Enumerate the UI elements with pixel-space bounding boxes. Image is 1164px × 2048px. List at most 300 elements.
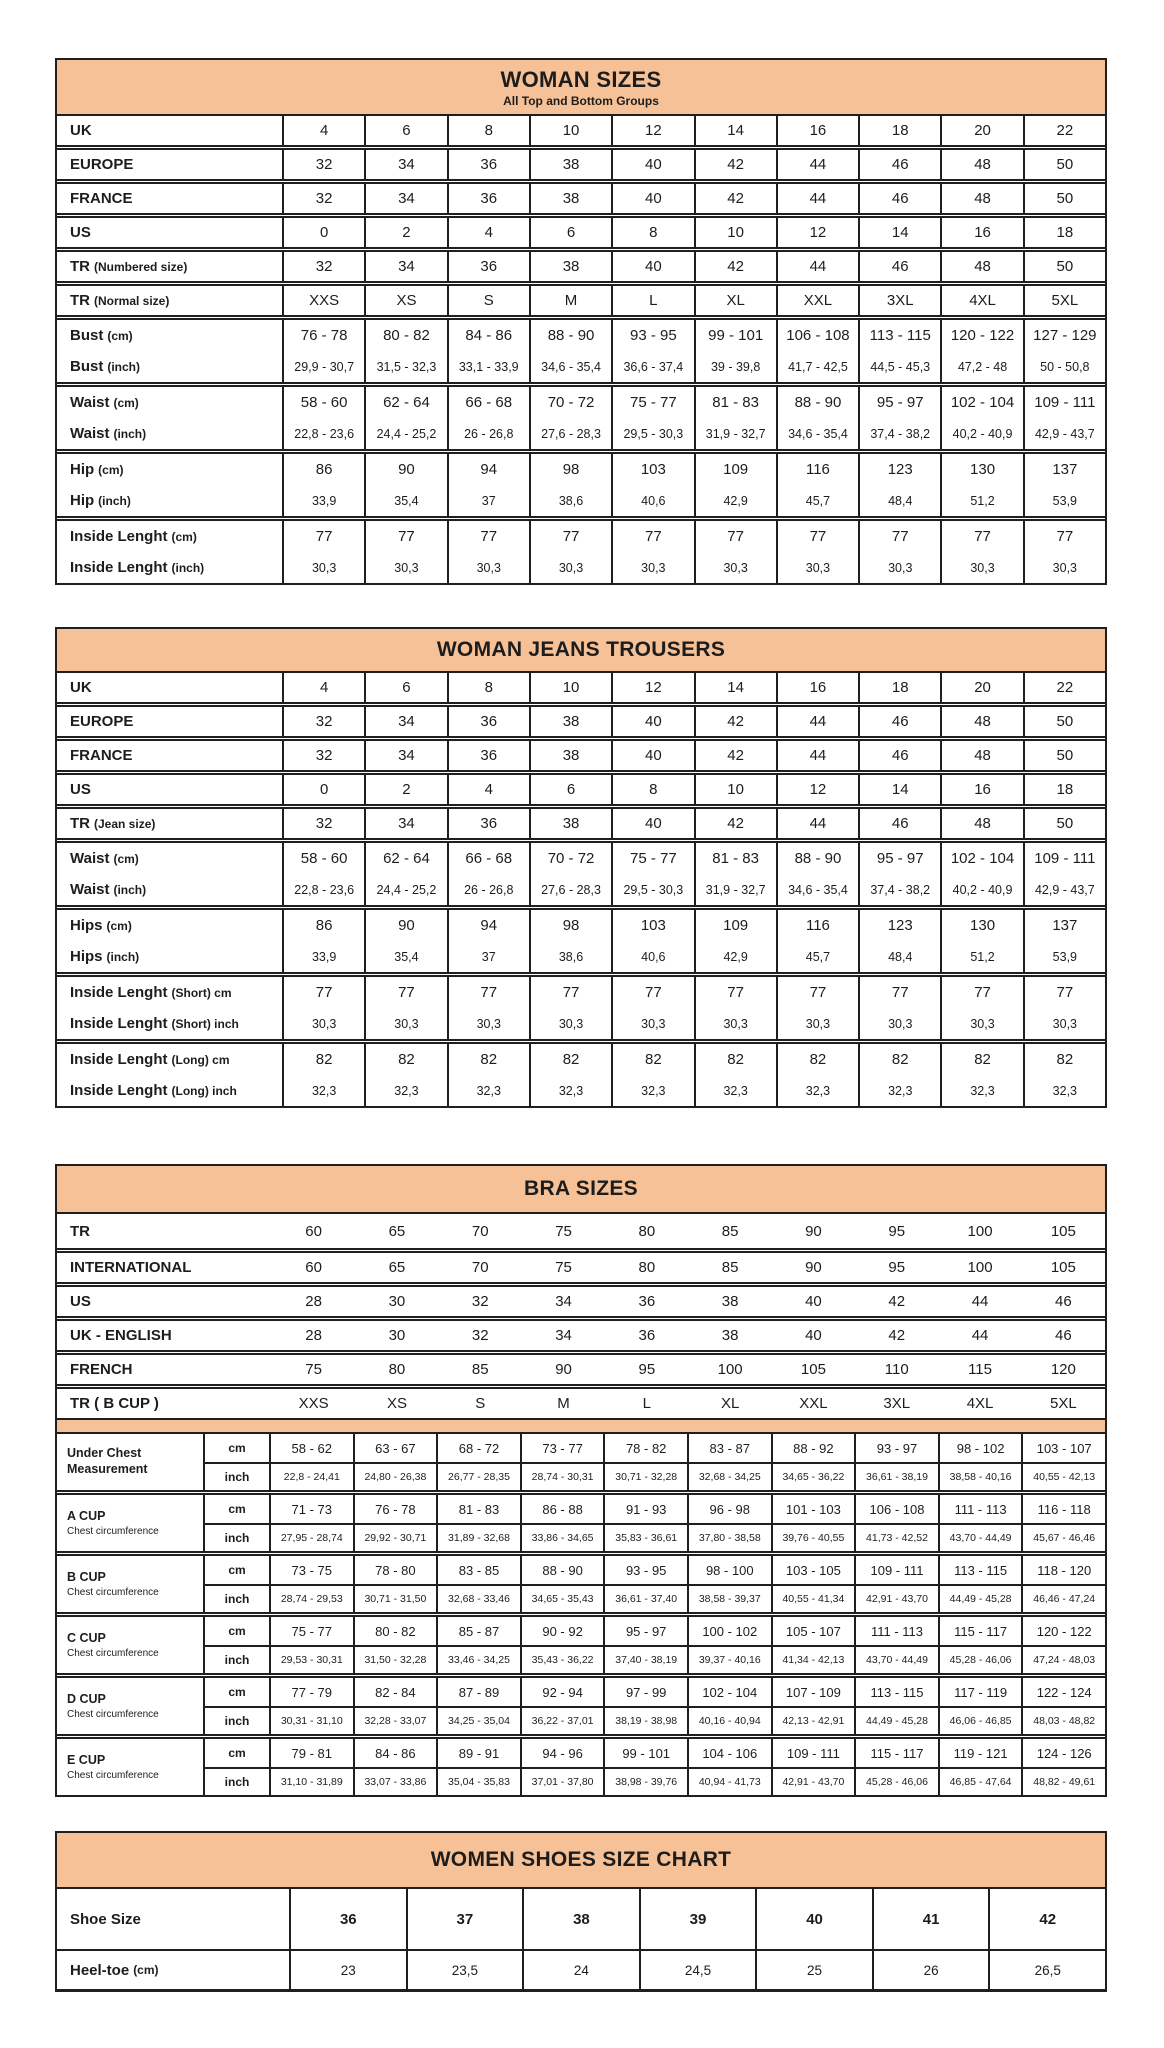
cell-value: 45,7 [776,485,858,516]
cell-value: 77 [529,521,611,552]
cell-value: 34,6 - 35,4 [776,418,858,449]
cell-value: 28,74 - 29,53 [269,1584,353,1612]
cell-value: 44 [776,809,858,838]
cell-value: 38,58 - 40,16 [938,1462,1022,1490]
cell-value: 60 [305,1222,322,1240]
cell-value: 79 - 81 [269,1739,353,1767]
cup-label [57,1617,203,1673]
cell-value: 86 [282,454,364,485]
women-shoes-table [55,1831,1107,1992]
woman-sizes-rows [57,116,1105,583]
cell-value: 38 [529,707,611,736]
cell-value: 63 - 67 [353,1434,437,1462]
cell-value: 93 - 97 [854,1434,938,1462]
cell-value: 122 - 124 [1021,1678,1105,1706]
cell-value: 58 - 60 [282,843,364,874]
cell-value: 90 [805,1222,822,1240]
cell-value: 113 - 115 [938,1556,1022,1584]
cell-value: 40,2 - 40,9 [940,874,1022,905]
cell-value: 34 [364,741,446,770]
row-label: US [70,1293,91,1310]
cell-value: 45,28 - 46,06 [938,1645,1022,1673]
cup-label [57,1739,203,1795]
cell-value: 28 [305,1327,322,1344]
cell-value: 99 - 101 [603,1739,687,1767]
cell-value: 92 - 94 [520,1678,604,1706]
cell-value: 34,65 - 35,43 [520,1584,604,1612]
cell-value: 44,49 - 45,28 [938,1584,1022,1612]
cell-value: 70 [471,1222,489,1240]
cell-value: 100 [967,1222,993,1240]
cell-value: 80 [388,1361,406,1378]
row-label: Heel-toe (cm) [70,1961,159,1979]
cell-value: S [475,1395,486,1412]
cell-value: 44 [776,707,858,736]
cell-value: 24,4 - 25,2 [364,418,446,449]
cell-value: 12 [611,673,693,702]
row-group [57,315,1105,382]
cell-value: 33,1 - 33,9 [447,351,529,382]
cell-value: 40,55 - 41,34 [771,1584,855,1612]
cell-value: 107 - 109 [771,1678,855,1706]
cell-value: 30,3 [282,1008,364,1039]
cell-value: 48 [940,741,1022,770]
row-label: US [70,224,91,241]
cell-value: 119 - 121 [938,1739,1022,1767]
bra-conversion-row [57,1282,1105,1316]
row-label: UK - ENGLISH [70,1327,172,1344]
cell-value: 36 [289,1889,406,1949]
table-row [57,1044,1105,1075]
cell-value: 58 - 60 [282,387,364,418]
cell-value: 95 - 97 [858,843,940,874]
cell-value: XS [386,1395,407,1412]
row-label: Hip (cm) [70,461,124,478]
cell-value: 30,3 [447,1008,529,1039]
cell-value: 30,3 [282,552,364,583]
row-label: Inside Lenght (inch) [70,559,205,576]
cell-value: XL [720,1395,740,1412]
row-group [57,382,1105,449]
cell-value: 88 - 90 [520,1556,604,1584]
cell-value: 124 - 126 [1021,1739,1105,1767]
cell-value: 106 - 108 [776,320,858,351]
row-label: TR [70,1222,90,1240]
cell-value: 10 [694,218,776,247]
cell-value: 14 [858,218,940,247]
cell-value: 103 - 105 [771,1556,855,1584]
cell-value: 6 [529,775,611,804]
cell-value: 95 [888,1222,906,1240]
cell-value: 96 - 98 [687,1495,771,1523]
row-label-detail: (Short) inch [171,1016,239,1031]
cell-value: 46 [858,252,940,281]
row-group [57,905,1105,972]
row-label-detail: (inch) [107,359,141,374]
cell-value: 118 - 120 [1021,1556,1105,1584]
cell-value: 80 [638,1259,656,1276]
cell-value: 14 [694,116,776,145]
row-label: Inside Lenght (cm) [70,528,197,545]
row-label: EUROPE [70,156,134,173]
cell-value: 22,8 - 24,41 [269,1462,353,1490]
cell-value: 48,4 [858,485,940,516]
cell-value: 37 [447,941,529,972]
cell-value: 36 [447,184,529,213]
cell-value: 82 [776,1044,858,1075]
unit-label: cm [203,1556,269,1584]
table-row [57,320,1105,351]
cell-value: 95 - 97 [858,387,940,418]
cup-subtitle: Chest circumference [67,1586,159,1598]
cell-value: 47,24 - 48,03 [1021,1645,1105,1673]
cell-value: 88 - 90 [776,387,858,418]
row-label-detail: (Long) cm [171,1052,230,1067]
row-group [57,145,1105,179]
cell-value: XXL [799,1395,828,1412]
table-row [57,707,1105,736]
cell-value: 78 - 82 [603,1434,687,1462]
cell-value: 32 [282,707,364,736]
cell-value: 77 [1023,977,1105,1008]
cell-value: 32,3 [529,1075,611,1106]
cell-value: 42,9 - 43,7 [1023,418,1105,449]
cell-value: 93 - 95 [603,1556,687,1584]
cell-value: 30,3 [776,1008,858,1039]
row-group [57,770,1105,804]
cell-value: 34 [364,809,446,838]
cell-value: 43,70 - 44,49 [938,1523,1022,1551]
row-label-detail: (Long) inch [171,1083,237,1098]
cell-value: 30,3 [611,552,693,583]
cell-value: 77 [447,977,529,1008]
row-label: Hips (inch) [70,948,140,965]
cell-value: 105 [800,1361,826,1378]
cup-label [57,1434,203,1490]
cell-value: 130 [940,910,1022,941]
cell-value: 51,2 [940,485,1022,516]
cell-value: 32,3 [858,1075,940,1106]
cell-value: 32 [471,1327,489,1344]
cell-value: 66 - 68 [447,843,529,874]
cell-value: 24,5 [639,1951,756,1989]
cell-value: 95 [888,1259,906,1276]
cell-value: 62 - 64 [364,843,446,874]
cell-value: 58 - 62 [269,1434,353,1462]
table-row [57,874,1105,905]
cell-value: 8 [611,218,693,247]
cell-value: 90 [555,1361,572,1378]
cell-value: 8 [611,775,693,804]
cell-value: 48 [940,809,1022,838]
woman-jeans-title: WOMAN JEANS TROUSERS [436,638,726,661]
cell-value: 81 - 83 [694,387,776,418]
cell-value: 30 [388,1293,406,1310]
row-group [57,702,1105,736]
cell-value: 43,70 - 44,49 [854,1645,938,1673]
cell-value: 22,8 - 23,6 [282,874,364,905]
row-label-detail: (inch) [106,949,140,964]
cell-value: 84 - 86 [353,1739,437,1767]
row-group [57,281,1105,315]
row-label: US [70,781,91,798]
cell-value: 97 - 99 [603,1678,687,1706]
cell-value: 44 [776,150,858,179]
cell-value: 82 [858,1044,940,1075]
row-label: Hips (cm) [70,917,132,934]
cell-value: 20 [940,116,1022,145]
cell-value: 26 - 26,8 [447,874,529,905]
cell-value: 40 [805,1293,822,1310]
cell-value: 40 [611,150,693,179]
cell-value: 33,9 [282,485,364,516]
row-label-detail: (cm) [107,328,133,343]
row-label: Inside Lenght (Long) cm [70,1051,230,1068]
row-label: UK [70,679,92,696]
cell-value: 5XL [1023,286,1105,315]
cell-value: 30,3 [940,1008,1022,1039]
cell-value: 137 [1023,454,1105,485]
cell-value: 36,61 - 38,19 [854,1462,938,1490]
cell-value: 35,4 [364,485,446,516]
cell-value: 31,5 - 32,3 [364,351,446,382]
cell-value: 6 [364,673,446,702]
cell-value: 60 [305,1259,322,1276]
cell-value: M [557,1395,570,1412]
cell-value: 115 - 117 [854,1739,938,1767]
cell-value: 102 - 104 [940,387,1022,418]
cell-value: 29,9 - 30,7 [282,351,364,382]
row-label-detail: (inch) [171,560,205,575]
cell-value: 100 - 102 [687,1617,771,1645]
row-label: Inside Lenght (Short) inch [70,1015,239,1032]
cell-value: 68 - 72 [436,1434,520,1462]
cell-value: 50 [1023,150,1105,179]
cell-value: 109 [694,454,776,485]
cell-value: 73 - 75 [269,1556,353,1584]
table-row [57,387,1105,418]
cell-value: 91 - 93 [603,1495,687,1523]
cell-value: 46 [858,809,940,838]
cell-value: 46 [858,741,940,770]
row-label: FRANCE [70,190,133,207]
cell-value: 27,6 - 28,3 [529,418,611,449]
cell-value: 44 [776,741,858,770]
table-row [57,910,1105,941]
cell-value: 77 [282,521,364,552]
bra-conversion-row [57,1350,1105,1384]
cell-value: 38,19 - 38,98 [603,1706,687,1734]
woman-sizes-header [57,60,1105,116]
cell-value: 102 - 104 [687,1678,771,1706]
row-label: Bust (inch) [70,358,141,375]
cell-value: 48 [940,707,1022,736]
cell-value: 106 - 108 [854,1495,938,1523]
woman-jeans-rows [57,673,1105,1106]
table-row [57,454,1105,485]
woman-jeans-table [55,627,1107,1108]
cell-value: 30,3 [1023,552,1105,583]
row-group [57,736,1105,770]
cell-value: 44 [971,1293,989,1310]
cell-value: 127 - 129 [1023,320,1105,351]
cell-value: 41,7 - 42,5 [776,351,858,382]
cell-value: 103 - 107 [1021,1434,1105,1462]
cell-value: XS [364,286,446,315]
unit-label: inch [203,1767,269,1795]
cell-value: 40 [755,1889,872,1949]
cell-value: 46 [858,707,940,736]
row-label: FRANCE [70,747,133,764]
cell-value: 77 [364,521,446,552]
cell-value: 70 - 72 [529,843,611,874]
table-row [57,252,1105,281]
cell-value: 83 - 87 [687,1434,771,1462]
unit-label: inch [203,1523,269,1551]
cell-value: 24 [522,1951,639,1989]
cell-value: 77 [940,977,1022,1008]
cell-value: L [611,286,693,315]
cell-value: 30,3 [694,552,776,583]
bra-conversion-row [57,1214,1105,1248]
cell-value: 23,5 [406,1951,523,1989]
cell-value: 2 [364,218,446,247]
row-group [57,673,1105,702]
cell-value: 40 [611,252,693,281]
row-label-detail: (Numbered size) [94,259,188,274]
cell-value: 30,3 [529,552,611,583]
cell-value: 73 - 77 [520,1434,604,1462]
row-group [57,1039,1105,1106]
row-label-detail: (cm) [171,529,197,544]
cup-name: B CUP [67,1570,106,1585]
cell-value: 76 - 78 [282,320,364,351]
cell-value: 77 [776,521,858,552]
cell-value: 111 - 113 [854,1617,938,1645]
cell-value: 36 [447,252,529,281]
cell-value: 32,3 [282,1075,364,1106]
cell-value: 77 - 79 [269,1678,353,1706]
row-label-detail: (cm) [133,1963,159,1977]
cell-value: 83 - 85 [436,1556,520,1584]
cell-value: 44,49 - 45,28 [854,1706,938,1734]
cell-value: 34,25 - 35,04 [436,1706,520,1734]
cell-value: 75 [555,1222,572,1240]
row-label: Waist (cm) [70,394,139,411]
cell-value: 40 [611,707,693,736]
cell-value: 36,22 - 37,01 [520,1706,604,1734]
cell-value: 77 [611,977,693,1008]
table-row [57,218,1105,247]
row-label-detail: (inch) [113,882,147,897]
table-row [57,150,1105,179]
cell-value: 26 - 26,8 [447,418,529,449]
cell-value: 3XL [883,1395,911,1412]
row-group [57,516,1105,583]
bra-conversion-rows [57,1214,1105,1418]
cell-value: 82 [694,1044,776,1075]
cell-value: 40 [611,741,693,770]
row-label: TR ( B CUP ) [70,1395,159,1412]
table-row [57,485,1105,516]
bra-conversion-row [57,1248,1105,1282]
cell-value: 77 [858,521,940,552]
cell-value: 32 [471,1293,489,1310]
row-group [57,449,1105,516]
cell-value: 34,6 - 35,4 [776,874,858,905]
cell-value: 33,9 [282,941,364,972]
cell-value: 20 [940,673,1022,702]
cell-value: 84 - 86 [447,320,529,351]
bra-sizes-table [55,1164,1107,1797]
cell-value: 24,4 - 25,2 [364,874,446,905]
cell-value: 18 [858,673,940,702]
cell-value: 32 [282,184,364,213]
table-row [57,286,1105,315]
cell-value: 109 - 111 [1023,843,1105,874]
cell-value: 36 [447,707,529,736]
cell-value: 28 [305,1293,322,1310]
row-label: UK [70,122,92,139]
cell-value: 94 - 96 [520,1739,604,1767]
cup-group [57,1612,1105,1673]
cell-value: 32,68 - 34,25 [687,1462,771,1490]
cell-value: 29,92 - 30,71 [353,1523,437,1551]
cell-value: 50 [1023,184,1105,213]
row-label-detail: (inch) [98,493,131,508]
cell-value: 37 [406,1889,523,1949]
unit-label: cm [203,1678,269,1706]
cell-value: 75 - 77 [611,387,693,418]
cell-value: 38 [522,1889,639,1949]
row-group [57,838,1105,905]
row-group [57,179,1105,213]
cell-value: 36 [447,150,529,179]
table-row [57,184,1105,213]
cell-value: 46 [858,150,940,179]
cell-value: 39,37 - 40,16 [687,1645,771,1673]
cell-value: 38,58 - 39,37 [687,1584,771,1612]
cell-value: 76 - 78 [353,1495,437,1523]
cell-value: 77 [364,977,446,1008]
cell-value: 40 [611,184,693,213]
unit-label: cm [203,1617,269,1645]
cell-value: 30,3 [529,1008,611,1039]
row-label: Shoe Size [70,1910,141,1928]
cell-value: 50 [1023,252,1105,281]
row-group [57,972,1105,1039]
table-row [57,809,1105,838]
cell-value: 77 [694,521,776,552]
cell-value: 27,6 - 28,3 [529,874,611,905]
cell-value: 32 [282,150,364,179]
shoes-row [57,1949,1105,1989]
table-row [57,351,1105,382]
cell-value: 31,9 - 32,7 [694,874,776,905]
table-row [57,552,1105,583]
cell-value: 30,3 [364,1008,446,1039]
cell-value: 35,43 - 36,22 [520,1645,604,1673]
cell-value: 48,82 - 49,61 [1021,1767,1105,1795]
cell-value: 42 [694,150,776,179]
cell-value: 42 [694,809,776,838]
cell-value: 46,85 - 47,64 [938,1767,1022,1795]
cell-value: 18 [1023,218,1105,247]
cell-value: 50 [1023,809,1105,838]
cell-value: 82 [364,1044,446,1075]
cell-value: 44 [971,1327,989,1344]
cell-value: 78 - 80 [353,1556,437,1584]
